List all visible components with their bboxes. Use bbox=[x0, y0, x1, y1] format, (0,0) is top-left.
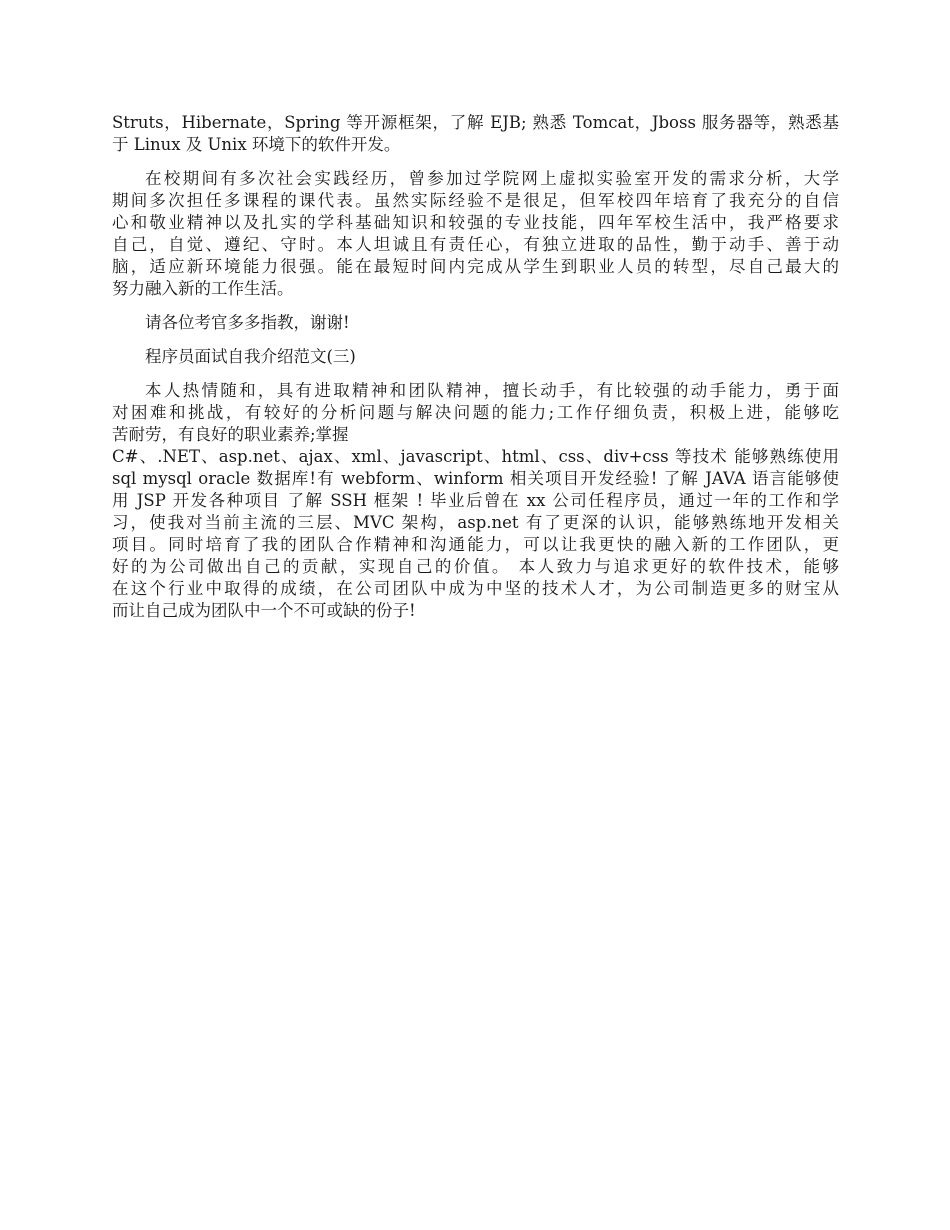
text-line: 对困难和挑战，有较好的分析问题与解决问题的能力;工作仔细负责，积极上进，能够吃 bbox=[112, 403, 839, 422]
document-body bbox=[112, 112, 839, 622]
text-line: 心和敬业精神以及扎实的学科基础知识和较强的专业技能，四年军校生活中，我严格要求 bbox=[112, 213, 839, 232]
paragraph bbox=[112, 312, 839, 334]
text-line: 努力融入新的工作生活。 bbox=[112, 279, 294, 298]
text-line: Struts，Hibernate，Spring 等开源框架，了解 EJB; 熟悉 Tomcat，Jboss 服务器等，熟悉基 bbox=[112, 113, 839, 132]
document-page bbox=[112, 112, 839, 634]
text-line: 请各位考官多多指教，谢谢! bbox=[145, 313, 350, 332]
paragraph bbox=[112, 112, 839, 156]
text-line: 在校期间有多次社会实践经历，曾参加过学院网上虚拟实验室开发的需求分析，大学 bbox=[145, 169, 839, 188]
text-line: 脑，适应新环境能力很强。能在最短时间内完成从学生到职业人员的转型，尽自己最大的 bbox=[112, 257, 839, 276]
text-line: 于 Linux 及 Unix 环境下的软件开发。 bbox=[112, 135, 401, 154]
text-line: 用 JSP 开发各种项目 了解 SSH 框架 ! 毕业后曾在 xx 公司任程序员，通过一年的工作和学 bbox=[112, 491, 839, 510]
text-line: 期间多次担任多课程的课代表。虽然实际经验不是很足，但军校四年培育了我充分的自信 bbox=[112, 191, 839, 210]
text-line: 程序员面试自我介绍范文(三) bbox=[145, 347, 356, 366]
paragraph bbox=[112, 346, 839, 368]
text-line: 本人热情随和，具有进取精神和团队精神，擅长动手，有比较强的动手能力，勇于面 bbox=[145, 381, 839, 400]
paragraph bbox=[112, 168, 839, 300]
text-line: 习，使我对当前主流的三层、MVC 架构，asp.net 有了更深的认识，能够熟练地开发相关 bbox=[112, 513, 839, 532]
text-line: 好的为公司做出自己的贡献，实现自己的价值。 本人致力与追求更好的软件技术，能够 bbox=[112, 557, 839, 576]
text-line: 项目。同时培育了我的团队合作精神和沟通能力，可以让我更快的融入新的工作团队，更 bbox=[112, 535, 839, 554]
text-line: sql mysql oracle 数据库!有 webform、winform 相关项目开发经验! 了解 JAVA 语言能够使 bbox=[112, 469, 839, 488]
text-line: 而让自己成为团队中一个不可或缺的份子! bbox=[112, 601, 416, 620]
text-line: 苦耐劳，有良好的职业素养;掌握 bbox=[112, 425, 349, 444]
paragraph bbox=[112, 380, 839, 622]
text-line: 自己，自觉、遵纪、守时。本人坦诚且有责任心，有独立进取的品性，勤于动手、善于动 bbox=[112, 235, 839, 254]
text-line: 在这个行业中取得的成绩，在公司团队中成为中坚的技术人才，为公司制造更多的财宝从 bbox=[112, 579, 839, 598]
text-line: C#、.NET、asp.net、ajax、xml、javascript、html、css、div+css 等技术 能够熟练使用 bbox=[112, 447, 839, 466]
